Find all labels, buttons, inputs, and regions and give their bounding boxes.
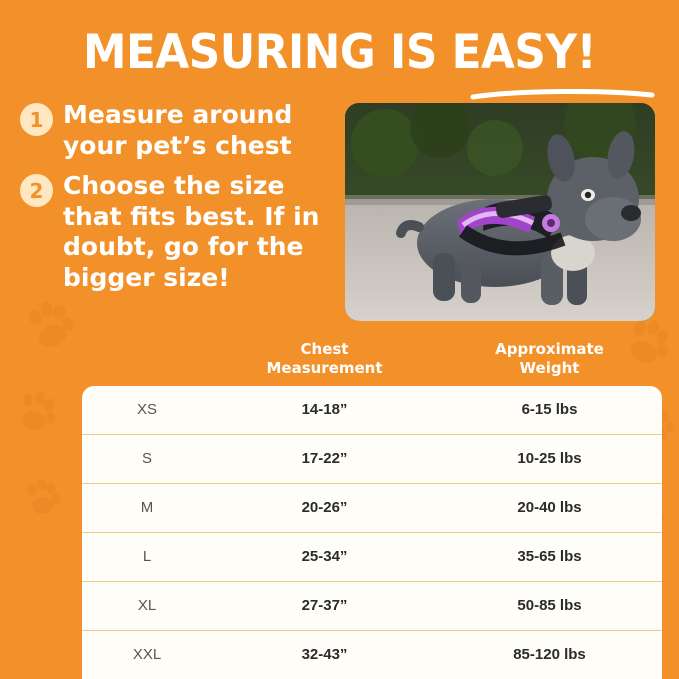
cell-size: L: [142, 548, 152, 565]
step-item: [20, 100, 350, 161]
cell-chest: 27-37”: [301, 597, 348, 614]
step-text: Choose the size that fits best. If in doubt, go for the bigger size!: [63, 171, 320, 292]
table-row: [82, 582, 662, 631]
cell-weight: 6-15 lbs: [521, 401, 578, 418]
size-chart: [82, 340, 662, 679]
table-row: [82, 484, 662, 533]
cell-weight: 20-40 lbs: [517, 499, 582, 516]
cell-weight: 10-25 lbs: [517, 450, 582, 467]
table-row: [82, 631, 662, 679]
table-row: [82, 435, 662, 484]
cell-chest: 32-43”: [301, 646, 348, 663]
cell-size: XXL: [132, 646, 162, 663]
header-approximate-weight: [437, 340, 662, 378]
header-chest-measurement: [212, 340, 437, 378]
paw-print-icon: [10, 386, 62, 438]
header-weight-line1: Approximate: [495, 340, 604, 358]
header-chest-line1: Chest: [300, 340, 349, 358]
cell-chest: 17-22”: [301, 450, 348, 467]
cell-chest: 20-26”: [301, 499, 348, 516]
steps-list: [20, 100, 350, 303]
size-chart-table: [82, 386, 662, 679]
cell-chest: 25-34”: [301, 548, 348, 565]
cell-size: XS: [136, 401, 157, 418]
cell-size: M: [140, 499, 154, 516]
header-size: [82, 340, 212, 378]
step-number-badge: 2: [20, 174, 53, 207]
cell-chest: 14-18”: [301, 401, 348, 418]
cell-weight: 50-85 lbs: [517, 597, 582, 614]
page-title: MEASURING IS EASY!: [82, 25, 597, 80]
cell-weight: 85-120 lbs: [513, 646, 586, 663]
cell-size: S: [141, 450, 152, 467]
step-number-badge: 1: [20, 103, 53, 136]
underline-swoosh-icon: [470, 88, 655, 100]
table-row: [82, 533, 662, 582]
paw-print-icon: [20, 476, 64, 520]
cell-weight: 35-65 lbs: [517, 548, 582, 565]
step-item: [20, 171, 350, 293]
paw-print-icon: [18, 294, 82, 358]
header-weight-line2: Weight: [519, 358, 580, 377]
header-chest-line2: Measurement: [266, 358, 383, 377]
cell-size: XL: [137, 597, 157, 614]
size-chart-headers: [82, 340, 662, 386]
step-text: Measure around your pet’s chest: [63, 100, 293, 160]
dog-harness-photo: [345, 103, 655, 321]
table-row: [82, 386, 662, 435]
